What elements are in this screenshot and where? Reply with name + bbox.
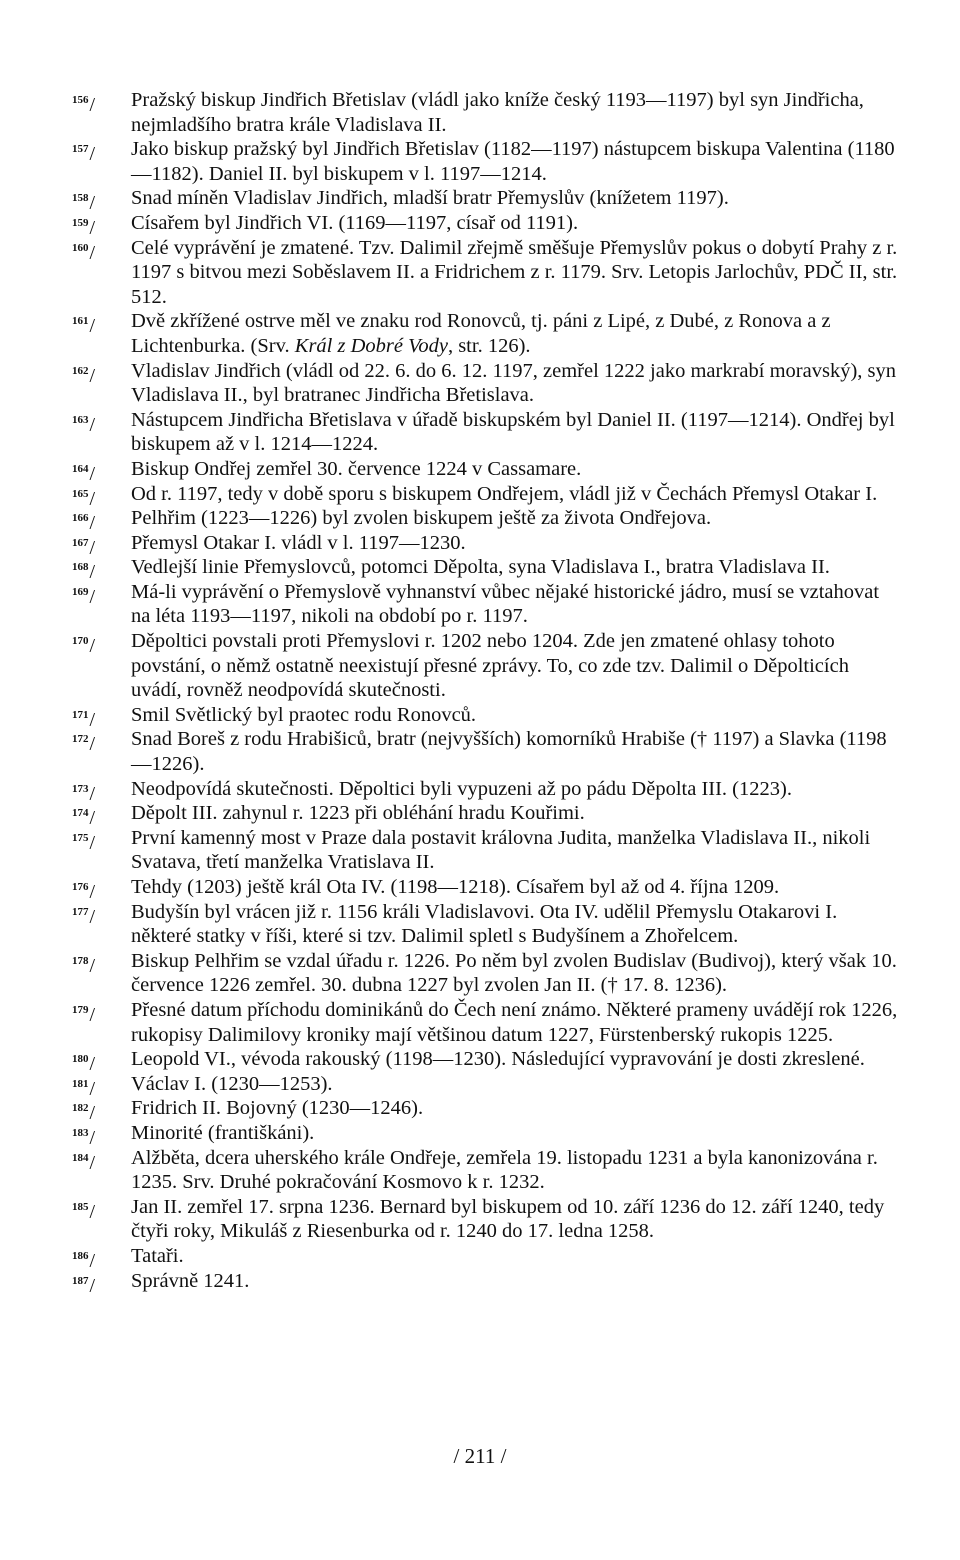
endnote-text: Celé vyprávění je zmatené. Tzv. Dalimil zřejmě směšuje Přemyslův pokus o dobytí Prahy z r. 1197 s bitvou mezi Soběslavem II. a Fridrichem z r. 1179. Srv. Letopis Jarlochův, PDČ II, str. 512.	[131, 236, 898, 308]
endnote-text: Dvě zkřížené ostrve měl ve znaku rod Ronovců, tj. páni z Lipé, z Dubé, z Ronova a z Lichtenburka. (Srv. Král z Dobré Vody, str. 126).	[131, 310, 831, 357]
endnote	[72, 703, 898, 731]
endnote-number-label: 166	[72, 512, 89, 525]
endnote-text: Fridrich II. Bojovný (1230—1246).	[131, 1097, 424, 1120]
endnote-number: $^{173}$/	[72, 782, 96, 805]
endnote-number: $^{179}$/	[72, 1003, 96, 1026]
endnote-number: $^{181}$/	[72, 1077, 96, 1100]
endnote-number-label: 176	[72, 881, 89, 893]
endnote-text: Leopold VI., vévoda rakouský (1198—1230). Následující vypravování je dosti zkreslené.	[131, 1048, 865, 1071]
endnote-number-label: 161	[72, 315, 89, 328]
endnote	[72, 137, 898, 186]
endnote-number: $^{185}$/	[72, 1200, 96, 1223]
endnote	[72, 211, 898, 239]
endnote-text: Tataři.	[131, 1244, 184, 1267]
endnote-text: Alžběta, dcera uherského krále Ondřeje, zemřela 19. listopadu 1231 a byla kanonizována r. 1235. Srv. Druhé pokračování Kosmovo k r. 1232.	[131, 1146, 878, 1194]
endnote-text: Císařem byl Jindřich VI. (1169—1197, císař od 1191).	[131, 211, 579, 234]
endnote-text: Neodpovídá skutečnosti. Děpoltici byli vypuzeni až po pádu Děpolta III. (1223).	[131, 777, 792, 800]
endnote-number: $^{180}$/	[72, 1053, 96, 1076]
endnote-number-label: 184	[72, 1151, 89, 1164]
endnote-text: Nástupcem Jindřicha Břetislava v úřadě biskupském byl Daniel II. (1197—1214). Ondřej byl biskupem až v l. 1214—1224.	[131, 408, 895, 456]
endnote-number-label: 169	[72, 585, 89, 598]
endnote	[72, 1096, 898, 1125]
endnote	[72, 629, 898, 703]
endnote-number-label: 177	[72, 905, 89, 918]
endnote-text: Správně 1241.	[131, 1269, 250, 1292]
endnote	[72, 900, 898, 949]
endnote-text: Přesné datum příchodu dominikánů do Čech není známo. Některé prameny uvádějí rok 1226, rukopisy Dalimilovy kroniky mají většinou datum 1227, Fürstenberský rukopis 1225.	[131, 998, 898, 1046]
endnote-number-label: 159	[72, 216, 89, 229]
endnote-number-label: 170	[72, 635, 89, 648]
endnote-text: Biskup Pelhřim se vzdal úřadu r. 1226. Po něm byl zvolen Budislav (Budivoj), který však 10. července 1226 zemřel. 30. dubna 1227 byl zvolen Jan II. († 17. 8. 1236).	[131, 949, 897, 997]
endnote	[72, 186, 898, 215]
endnote	[72, 236, 898, 310]
endnote	[72, 555, 898, 584]
endnote-number: $^{162}$/	[72, 364, 96, 387]
endnote-number: $^{172}$/	[72, 733, 96, 756]
endnote-text: Minorité (františkáni).	[131, 1121, 315, 1144]
endnote-text: Přemysl Otakar I. vládl v l. 1197—1230.	[131, 531, 466, 554]
endnote-text: Pelhřim (1223—1226) byl zvolen biskupem ještě za života Ondřejova.	[131, 507, 712, 530]
endnote-number: $^{167}$/	[72, 536, 96, 559]
endnote	[72, 1121, 898, 1149]
endnote-number-label: 173	[72, 782, 89, 795]
endnote-number-label: 168	[72, 561, 89, 574]
endnote-number-label: 167	[72, 536, 89, 549]
endnote	[72, 482, 898, 510]
endnote-number: $^{177}$/	[72, 905, 96, 928]
endnote-text: Biskup Ondřej zemřel 30. července 1224 v Cassamare.	[131, 457, 582, 480]
endnote	[72, 506, 898, 535]
endnote	[72, 1072, 898, 1100]
endnote-number-label: 174	[72, 807, 89, 820]
endnote-number-label: 186	[72, 1249, 89, 1262]
endnote-number-label: 156	[72, 94, 89, 106]
endnote-text: Vladislav Jindřich (vládl od 22. 6. do 6. 12. 1197, zemřel 1222 jako markrabí moravský), syn Vladislava II., byl bratranec Jindřicha Břetislava.	[131, 359, 896, 407]
endnote	[72, 1146, 898, 1195]
endnote-number-label: 181	[72, 1077, 89, 1090]
endnote	[72, 1269, 898, 1297]
endnote-number-label: 179	[72, 1003, 89, 1016]
endnote-number-label: 187	[72, 1274, 89, 1287]
endnote-number: $^{158}$/	[72, 192, 96, 215]
endnote-number: $^{168}$/	[72, 561, 96, 584]
endnote-number-label: 162	[72, 364, 89, 377]
endnote-text: První kamenný most v Praze dala postavit královna Judita, manželka Vladislava II., nikoli Svatava, třetí manželka Vratislava II.	[131, 826, 871, 874]
endnote-number-label: 157	[72, 143, 89, 156]
endnote-text: Pražský biskup Jindřich Břetislav (vládl jako kníže český 1193—1197) byl syn Jindřicha, nejmladšího bratra krále Vladislava II.	[131, 89, 864, 136]
endnote-text: Děpoltici povstali proti Přemyslovi r. 1202 nebo 1204. Zde jen zmatené ohlasy tohoto povstání, o němž ostatně neexistují přesné zprávy. To, co zde tzv. Dalimil o Děpolticích uvádí, rovněž neodpovídá skutečnosti.	[131, 630, 849, 702]
endnote-number: $^{157}$/	[72, 143, 96, 166]
endnote-number-label: 172	[72, 733, 89, 746]
endnote	[72, 408, 898, 457]
endnote-text: Má-li vyprávění o Přemyslově vyhnanství vůbec nějaké historické jádro, musí se vztahovat na léta 1193—1197, nikoli na období po r. 1197.	[131, 580, 880, 628]
endnote-number: $^{184}$/	[72, 1151, 96, 1174]
endnote-number: $^{169}$/	[72, 585, 96, 608]
endnote-text: Budyšín byl vrácen již r. 1156 králi Vladislavovi. Ota IV. udělil Přemyslu Otakarovi I. některé statky v říši, které si tzv. Dalimil spletl s Budyšínem a Zhořelcem.	[131, 900, 838, 948]
endnote-text: Děpolt III. zahynul r. 1223 při obléhání hradu Kouřimi.	[131, 802, 585, 825]
endnote-number-label: 163	[72, 413, 89, 426]
endnote-number-label: 171	[72, 708, 89, 721]
endnote	[72, 1195, 898, 1244]
endnote-number: $^{161}$/	[72, 315, 96, 338]
endnote-number-label: 175	[72, 831, 89, 844]
endnote-number-label: 158	[72, 192, 89, 205]
endnote-number: $^{171}$/	[72, 708, 96, 731]
endnote-number: $^{164}$/	[72, 462, 96, 485]
endnote-number: $^{170}$/	[72, 635, 96, 658]
page-number: / 211 /	[453, 1444, 507, 1468]
endnote	[72, 777, 898, 805]
endnote	[72, 875, 898, 903]
endnote	[72, 998, 898, 1047]
endnote-number: $^{165}$/	[72, 487, 96, 510]
endnote-number: $^{156}$/	[72, 94, 96, 116]
endnote	[72, 727, 898, 776]
endnote-text: Smil Světlický byl praotec rodu Ronovců.	[131, 703, 477, 726]
endnote-number-label: 164	[72, 462, 89, 475]
endnote-number-label: 160	[72, 241, 89, 254]
endnote-text: Vedlejší linie Přemyslovců, potomci Děpolta, syna Vladislava I., bratra Vladislava II.	[131, 556, 830, 579]
endnote	[72, 88, 898, 137]
endnote	[72, 457, 898, 485]
endnote-text: Od r. 1197, tedy v době sporu s biskupem Ondřejem, vládl již v Čechách Přemysl Otakar I.	[131, 482, 878, 505]
endnote	[72, 826, 898, 875]
endnote-number-label: 165	[72, 487, 89, 500]
endnote	[72, 1047, 898, 1076]
endnote-number: $^{183}$/	[72, 1126, 96, 1149]
endnote-number: $^{175}$/	[72, 831, 96, 854]
endnotes-list	[72, 88, 898, 1297]
endnote	[72, 1244, 898, 1272]
endnote	[72, 359, 898, 408]
endnote-number: $^{174}$/	[72, 807, 96, 830]
endnote-number: $^{187}$/	[72, 1274, 96, 1297]
endnote-number: $^{160}$/	[72, 241, 96, 264]
endnote	[72, 531, 898, 559]
endnote-text: Jan II. zemřel 17. srpna 1236. Bernard byl biskupem od 10. září 1236 do 12. září 1240, tedy čtyři roky, Mikuláš z Riesenburka od r. 1240 do 17. ledna 1258.	[131, 1195, 885, 1243]
endnote	[72, 801, 898, 830]
endnote	[72, 580, 898, 629]
endnote-text: Tehdy (1203) ještě král Ota IV. (1198—1218). Císařem byl až od 4. října 1209.	[131, 876, 780, 898]
endnote	[72, 949, 898, 998]
endnote-number-label: 185	[72, 1200, 89, 1213]
endnote-text: Václav I. (1230—1253).	[131, 1072, 333, 1095]
endnote-number: $^{159}$/	[72, 216, 96, 239]
endnote-number: $^{182}$/	[72, 1102, 96, 1125]
endnote-number: $^{178}$/	[72, 954, 96, 977]
endnote-number-label: 178	[72, 954, 89, 967]
endnote-number: $^{166}$/	[72, 512, 96, 535]
endnote-number: $^{186}$/	[72, 1249, 96, 1272]
endnote-text: Snad míněn Vladislav Jindřich, mladší bratr Přemyslův (knížetem 1197).	[131, 187, 729, 210]
endnote-number-label: 183	[72, 1126, 89, 1139]
endnote-number-label: 180	[72, 1053, 89, 1066]
endnote-number: $^{176}$/	[72, 881, 96, 903]
endnote	[72, 309, 898, 358]
endnote-text: Snad Boreš z rodu Hrabišiců, bratr (nejvyšších) komorníků Hrabiše († 1197) a Slavka (1198—1226).	[131, 728, 887, 776]
endnote-text: Jako biskup pražský byl Jindřich Břetislav (1182—1197) nástupcem biskupa Valentina (1180—1182). Daniel II. byl biskupem v l. 1197—1214.	[131, 138, 895, 185]
endnote-number-label: 182	[72, 1102, 89, 1115]
endnote-number: $^{163}$/	[72, 413, 96, 436]
